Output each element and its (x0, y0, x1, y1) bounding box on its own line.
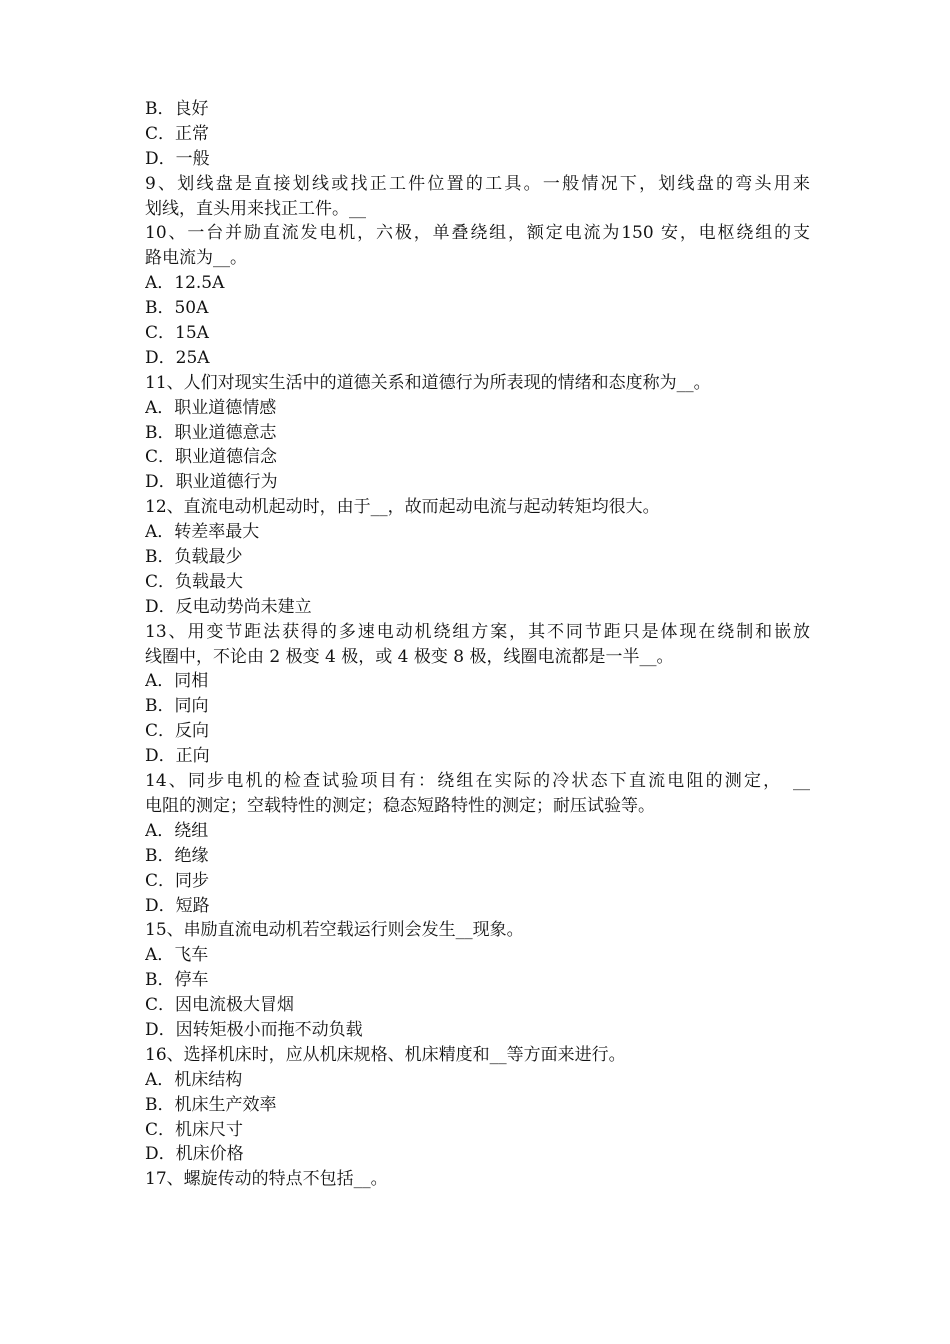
option-b-10: B．50A (145, 298, 209, 319)
option-a-12: A．转差率最大 (145, 522, 260, 543)
option-c-12: C．负载最大 (145, 571, 244, 592)
option-b-8: B．良好 (145, 99, 209, 119)
option-b-16: B．机床生产效率 (145, 1094, 277, 1115)
question-13-line-1: 13、用变节距法获得的多速电动机绕组方案，其不同节距只是体现在绕制和嵌放 (145, 621, 810, 642)
option-d-11: D．职业道德行为 (145, 472, 278, 493)
option-d-15: D．因转矩极小而拖不动负载 (145, 1019, 363, 1040)
option-c-16: C．机床尺寸 (145, 1119, 244, 1140)
question-12: 12、直流电动机起动时，由于__，故而起动电流与起动转矩均很大。 (145, 497, 660, 518)
option-a-16: A．机床结构 (145, 1069, 243, 1090)
option-a-11: A．职业道德情感 (145, 397, 277, 418)
question-10-line-1: 10、一台并励直流发电机，六极，单叠绕组，额定电流为150 安，电枢绕组的支 (145, 223, 810, 244)
question-16: 16、选择机床时，应从机床规格、机床精度和__等方面来进行。 (145, 1044, 626, 1065)
question-10-line-2: 路电流为__。 (145, 248, 247, 269)
question-11: 11、人们对现实生活中的道德关系和道德行为所表现的情绪和态度称为__。 (145, 372, 711, 393)
option-a-15: A．飞车 (145, 945, 209, 966)
option-d-16: D．机床价格 (145, 1144, 244, 1165)
document-body (145, 97, 810, 1192)
question-9-line-2: 划线，直头用来找正工件。__ (145, 198, 366, 219)
option-c-14: C．同步 (145, 870, 210, 891)
option-c-10: C．15A (145, 323, 209, 344)
option-b-14: B．绝缘 (145, 845, 209, 866)
option-c-11: C．职业道德信念 (145, 447, 278, 468)
option-a-13: A．同相 (145, 671, 209, 692)
question-9-line-1: 9、划线盘是直接划线或找正工件位置的工具。一般情况下，划线盘的弯头用来 (145, 173, 810, 194)
option-c-13: C．反向 (145, 721, 210, 742)
option-d-8: D．一般 (145, 148, 210, 169)
question-15: 15、串励直流电动机若空载运行则会发生__现象。 (145, 920, 524, 941)
question-14-line-2: 电阻的测定；空载特性的测定；稳态短路特性的测定；耐压试验等。 (145, 795, 655, 816)
option-d-14: D．短路 (145, 895, 210, 916)
question-13-line-2: 线圈中，不论由 2 极变 4 极，或 4 极变 8 极，线圈电流都是一半__。 (145, 646, 674, 667)
option-d-12: D．反电动势尚未建立 (145, 596, 312, 617)
option-b-12: B．负载最少 (145, 547, 243, 568)
option-a-14: A．绕组 (145, 820, 209, 841)
option-c-15: C．因电流极大冒烟 (145, 995, 295, 1016)
option-b-15: B．停车 (145, 970, 209, 991)
option-a-10: A．12.5A (145, 273, 225, 294)
option-b-13: B．同向 (145, 696, 209, 717)
question-14-line-1: 14、同步电机的检查试验项目有：绕组在实际的冷状态下直流电阻的测定， __ (145, 771, 810, 792)
option-d-10: D．25A (145, 347, 210, 368)
option-c-8: C．正常 (145, 123, 210, 144)
option-d-13: D．正向 (145, 746, 210, 767)
option-b-11: B．职业道德意志 (145, 422, 277, 443)
question-17: 17、螺旋传动的特点不包括__。 (145, 1169, 388, 1190)
